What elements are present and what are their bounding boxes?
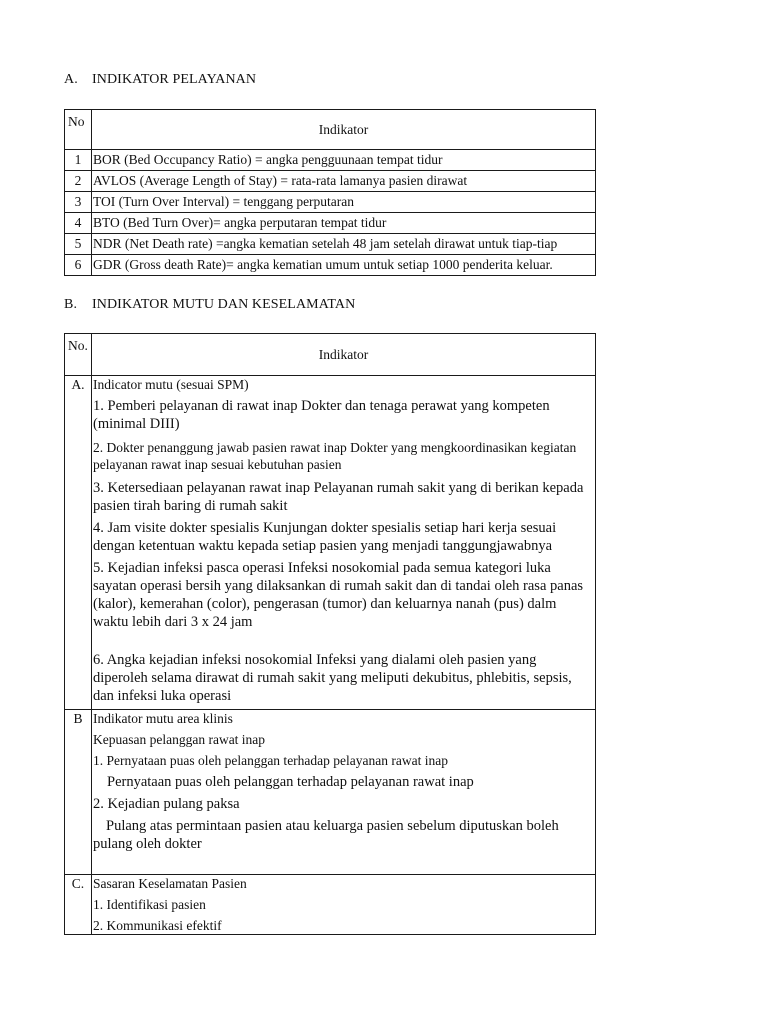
- group-a-item-6: 6. Angka kejadian infeksi nosokomial Infeksi yang dialami oleh pasien yang diperoleh selama dirawat di rumah sakit yang meliputi dekubitus, phlebitis, sepsis, dan infeksi luka operasi: [93, 652, 572, 704]
- header-indikator: Indikator: [92, 334, 596, 376]
- group-a-item-5: 5. Kejadian infeksi pasca operasi Infeksi nosokomial pada semua kategori luka sayatan operasi bersih yang dilaksankan di rumah sakit dan di tandai oleh rasa panas (kalor), kemerahan (color), pengerasan (tumor) dan keluarnya nanah (pus) dalm waktu lebih dari 3 x 24 jam: [93, 560, 584, 630]
- group-a-item-4: 4. Jam visite dokter spesialis Kunjungan dokter spesialis setiap hari kerja sesuai dengan ketentuan waktu kepada setiap pasien yang menjadi tanggungjawabnya: [93, 520, 557, 554]
- header-no: No.: [65, 334, 92, 376]
- row-text: GDR (Gross death Rate)= angka kematian umum untuk setiap 1000 penderita keluar.: [92, 255, 596, 276]
- table-row: [65, 213, 596, 234]
- table-row: [65, 234, 596, 255]
- row-text: BOR (Bed Occupancy Ratio) = angka pengguunaan tempat tidur: [92, 150, 596, 171]
- group-a-item-3: 3. Ketersediaan pelayanan rawat inap Pelayanan rumah sakit yang di berikan kepada pasien tirah baring di rumah sakit: [93, 480, 584, 514]
- header-no: No: [65, 110, 92, 150]
- group-b-item-2: 2. Kejadian pulang paksa: [93, 796, 240, 812]
- group-c-item-2: 2. Kommunikasi efektif: [93, 918, 222, 933]
- table-row: [65, 150, 596, 171]
- group-b-content: [92, 710, 596, 875]
- row-no: 2: [65, 171, 92, 192]
- group-c-content: [92, 875, 596, 935]
- group-c-no: C.: [65, 875, 92, 935]
- group-a-content: [92, 376, 596, 710]
- table-row: [65, 875, 596, 935]
- section-a-title: INDIKATOR PELAYANAN: [92, 72, 257, 87]
- section-a-letter: A.: [64, 72, 78, 87]
- group-a-item-1: 1. Pemberi pelayanan di rawat inap Dokter dan tenaga perawat yang kompeten (minimal DIII): [93, 398, 550, 432]
- row-no: 3: [65, 192, 92, 213]
- row-no: 6: [65, 255, 92, 276]
- group-b-item-2-desc: [93, 817, 594, 853]
- table-row: [65, 710, 596, 875]
- indikator-pelayanan-table: [64, 109, 596, 276]
- section-a-heading: [64, 72, 256, 88]
- group-a-no: A.: [65, 376, 92, 710]
- group-b-item-1: 1. Pernyataan puas oleh pelanggan terhadap pelayanan rawat inap: [93, 753, 448, 768]
- row-text: TOI (Turn Over Interval) = tenggang perputaran: [92, 192, 596, 213]
- table-header-row: [65, 110, 596, 150]
- group-b-subtitle: Kepuasan pelanggan rawat inap: [93, 732, 266, 747]
- table-row: [65, 192, 596, 213]
- table-row: [65, 255, 596, 276]
- group-c-title: Sasaran Keselamatan Pasien: [93, 876, 247, 891]
- row-text: BTO (Bed Turn Over)= angka perputaran tempat tidur: [92, 213, 596, 234]
- group-a-item-2: 2. Dokter penanggung jawab pasien rawat inap Dokter yang mengkoordinasikan kegiatan pelayanan rawat inap sesuai kebutuhan pasien: [93, 440, 577, 472]
- group-b-no: B: [65, 710, 92, 875]
- group-b-item-1-desc: Pernyataan puas oleh pelanggan terhadap pelayanan rawat inap: [107, 774, 474, 790]
- row-text: AVLOS (Average Length of Stay) = rata-rata lamanya pasien dirawat: [92, 171, 596, 192]
- row-text: NDR (Net Death rate) =angka kematian setelah 48 jam setelah dirawat untuk tiap-tiap: [92, 234, 596, 255]
- table-row: [65, 171, 596, 192]
- table-row: [65, 376, 596, 710]
- row-no: 5: [65, 234, 92, 255]
- section-b-letter: B.: [64, 297, 78, 312]
- row-no: 1: [65, 150, 92, 171]
- indikator-mutu-table: [64, 333, 596, 935]
- header-indikator: Indikator: [92, 110, 596, 150]
- group-a-title: Indicator mutu (sesuai SPM): [93, 377, 249, 392]
- group-b-item-2-desc-text: Pulang atas permintaan pasien atau keluarga pasien sebelum diputuskan boleh pulang oleh dokter: [93, 818, 559, 852]
- row-no: 4: [65, 213, 92, 234]
- group-b-title: Indikator mutu area klinis: [93, 711, 233, 726]
- table-header-row: [65, 334, 596, 376]
- section-b-heading: [64, 297, 355, 313]
- section-b-title: INDIKATOR MUTU DAN KESELAMATAN: [92, 297, 356, 312]
- group-c-item-1: 1. Identifikasi pasien: [93, 897, 206, 912]
